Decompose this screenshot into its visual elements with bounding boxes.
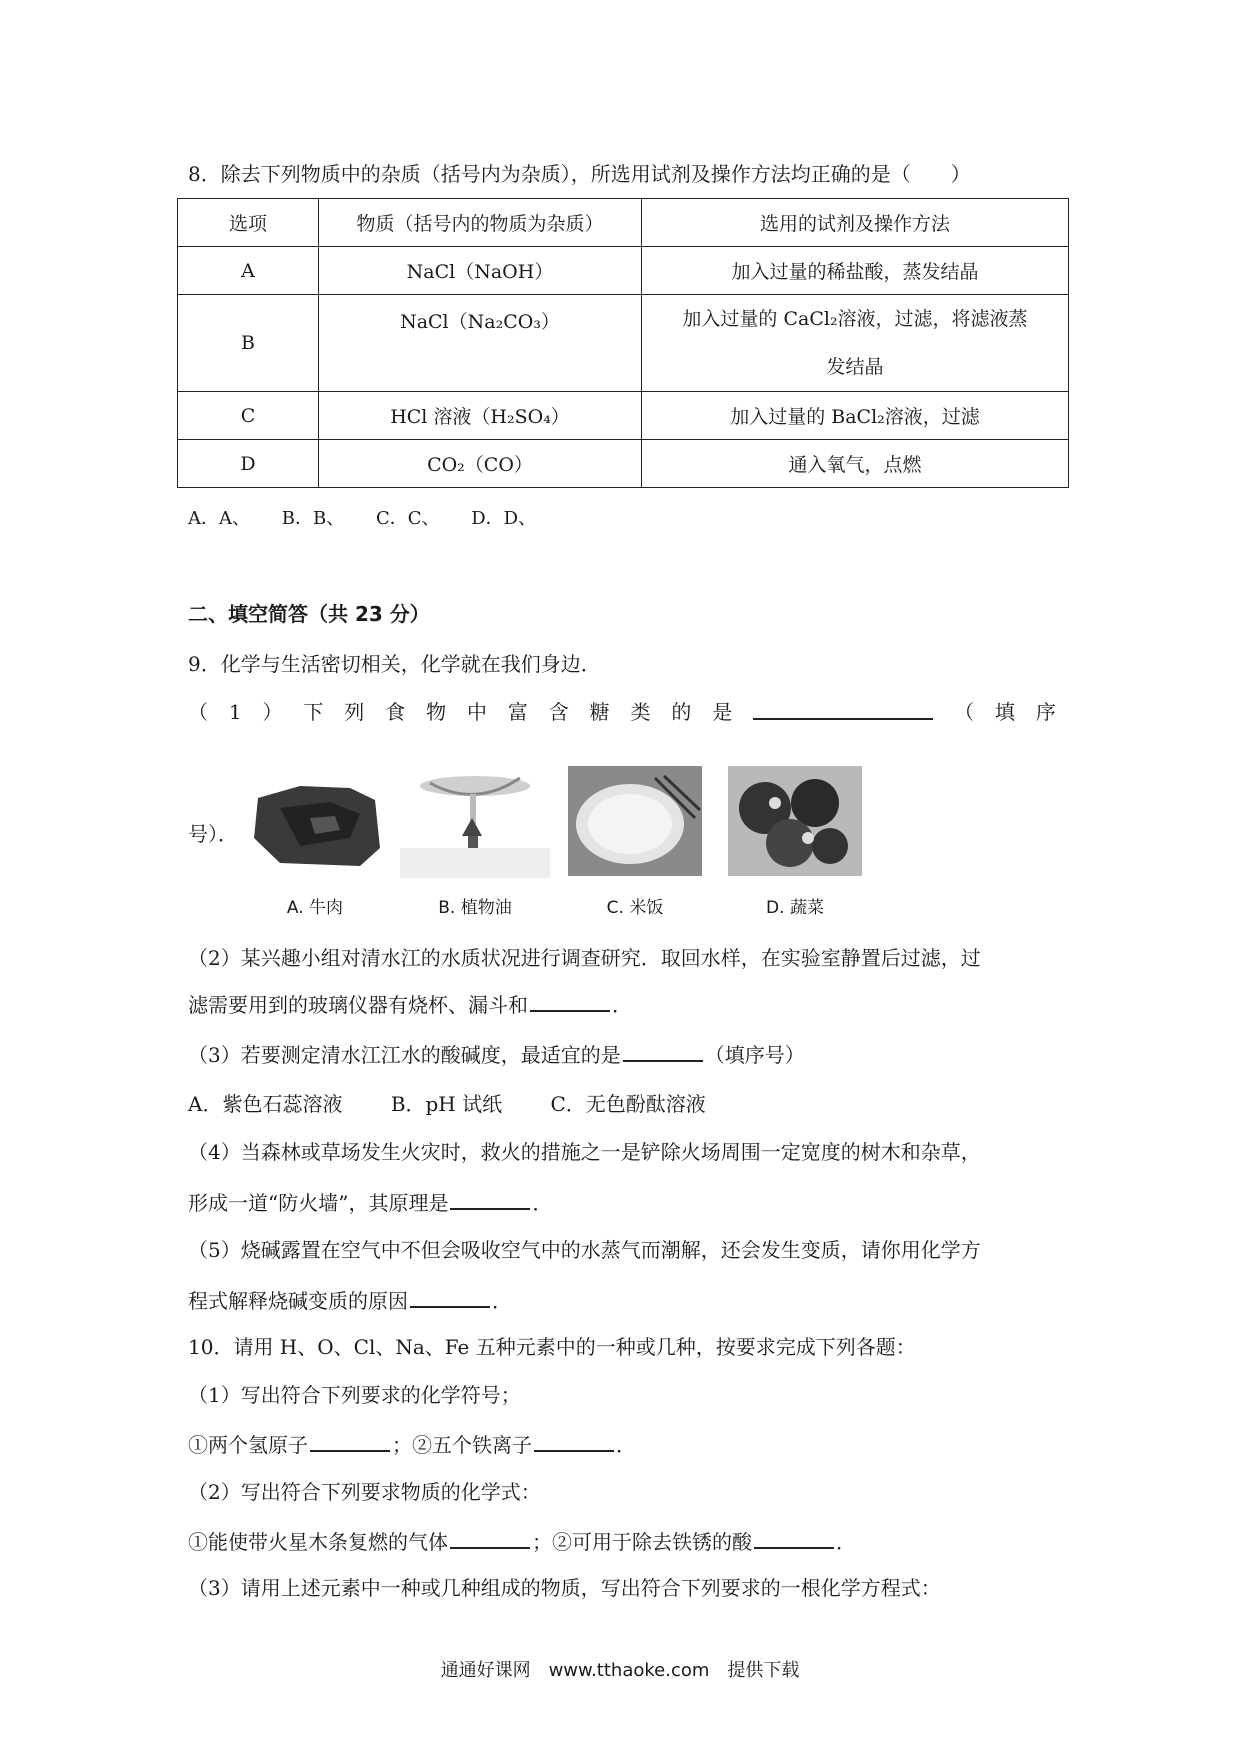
beef-icon — [240, 758, 390, 878]
method-line-1: 加入过量的 CaCl₂溶液，过滤，将滤液蒸 — [682, 308, 1028, 330]
food-vegetables — [720, 758, 870, 918]
method-cell: 通入氧气，点燃 — [642, 440, 1069, 488]
q9-char: 填 — [994, 700, 1015, 724]
substance-cell: HCl 溶液（H₂SO₄） — [319, 392, 642, 440]
food-label: B. 植物油 — [438, 898, 512, 918]
food-rice — [560, 758, 710, 918]
answer-choice-d: D．D、 — [471, 508, 537, 529]
q10-part1: （1）写出符合下列要求的化学符号； — [188, 1383, 521, 1407]
food-images — [240, 758, 880, 918]
food-beef — [240, 758, 390, 918]
answer-blank[interactable] — [410, 1286, 490, 1308]
table-header: 选项 — [178, 199, 319, 247]
food-label: D. 蔬菜 — [766, 898, 824, 918]
table-header: 选用的试剂及操作方法 — [642, 199, 1069, 247]
q9-part3-note: （填序号） — [704, 1043, 805, 1067]
table-header: 物质（括号内的物质为杂质） — [319, 199, 642, 247]
period: ． — [532, 1191, 553, 1215]
q9-char: （ — [954, 700, 975, 724]
q9-part2-line2 — [188, 990, 632, 1019]
vegetables-icon — [720, 758, 870, 878]
period: ． — [616, 1433, 636, 1457]
answer-choice-a: A．A、 — [188, 508, 250, 529]
option-letter: C — [178, 392, 319, 440]
q9-char: （ — [188, 700, 208, 724]
q9-part4-line2 — [188, 1188, 552, 1217]
substance-cell: CO₂（CO） — [319, 440, 642, 488]
q10-part1-text: ①两个氢原子 — [188, 1433, 308, 1457]
q10-part2: （2）写出符合下列要求物质的化学式： — [188, 1480, 541, 1504]
q9-part4-text: 形成一道“防火墙”，其原理是 — [188, 1191, 449, 1215]
q9-part4-line1: （4）当森林或草场发生火灾时，救火的措施之一是铲除火场周围一定宽度的树木和杂草， — [188, 1140, 981, 1164]
answer-blank[interactable] — [623, 1040, 703, 1062]
table-header-row — [178, 199, 1069, 247]
q9-char: 列 — [344, 700, 365, 724]
answer-blank[interactable] — [450, 1527, 530, 1549]
q8-options-table — [177, 198, 1069, 488]
option-a: A．紫色石蕊溶液 — [188, 1092, 343, 1116]
q9-part5-line1: （5）烧碱露置在空气中不但会吸收空气中的水蒸气而潮解，还会发生变质，请你用化学方 — [188, 1238, 981, 1262]
answer-choice-b: B．B、 — [281, 508, 345, 529]
period: ． — [836, 1530, 856, 1554]
q10-part2-text: ；②可用于除去铁锈的酸 — [532, 1530, 752, 1554]
option-letter: D — [178, 440, 319, 488]
q9-char: 含 — [548, 700, 569, 724]
table-row — [178, 440, 1069, 488]
q10-part2-text: ①能使带火星木条复燃的气体 — [188, 1530, 448, 1554]
answer-blank[interactable] — [310, 1430, 390, 1452]
oil-spoon-icon — [400, 758, 550, 878]
q10-part1-text: ；②五个铁离子 — [392, 1433, 532, 1457]
q9-char: 的 — [671, 700, 692, 724]
food-oil — [400, 758, 550, 918]
answer-blank[interactable] — [530, 990, 610, 1012]
food-label: A. 牛肉 — [286, 898, 344, 918]
q9-char: 序 — [1035, 700, 1056, 724]
q9-char: 是 — [712, 700, 733, 724]
method-cell — [642, 295, 1069, 392]
q9-part2-line1: （2）某兴趣小组对清水江的水质状况进行调查研究．取回水样，在实验室静置后过滤，过 — [188, 946, 981, 970]
substance-cell: NaCl（Na₂CO₃） — [319, 295, 642, 392]
table-row — [178, 295, 1069, 392]
q8-stem: 8．除去下列物质中的杂质（括号内为杂质），所选用试剂及操作方法均正确的是（ ） — [188, 162, 971, 186]
answer-blank[interactable] — [753, 698, 933, 720]
q9-char: 糖 — [589, 700, 610, 724]
q9-part5-line2 — [188, 1286, 512, 1315]
q9-char: 食 — [385, 700, 406, 724]
substance-cell: NaCl（NaOH） — [319, 247, 642, 295]
q9-part3-options — [188, 1090, 748, 1118]
method-cell: 加入过量的 BaCl₂溶液，过滤 — [642, 392, 1069, 440]
option-letter: A — [178, 247, 319, 295]
option-letter: B — [178, 295, 319, 392]
food-label: C. 米饭 — [606, 898, 664, 918]
q10-stem: 10．请用 H、O、Cl、Na、Fe 五种元素中的一种或几种，按要求完成下列各题： — [188, 1335, 916, 1359]
answer-blank[interactable] — [450, 1188, 530, 1210]
section-heading: 二、填空简答（共 23 分） — [188, 602, 430, 626]
answer-blank[interactable] — [534, 1430, 614, 1452]
period: ． — [492, 1289, 512, 1313]
q9-char: 物 — [426, 700, 447, 724]
answer-blank[interactable] — [754, 1527, 834, 1549]
answer-choice-c: C．C、 — [375, 508, 440, 529]
table-row — [178, 392, 1069, 440]
q10-part1-answers — [188, 1430, 636, 1459]
q9-char: 1 — [228, 700, 242, 724]
option-c: C．无色酚酞溶液 — [550, 1092, 706, 1116]
q8-answer-choices — [188, 505, 562, 533]
q9-part1-line — [188, 698, 1056, 726]
option-b: B．pH 试纸 — [390, 1092, 503, 1116]
q9-part1-end: 号）． — [188, 822, 238, 846]
period: ． — [612, 993, 632, 1017]
q10-part3: （3）请用上述元素中一种或几种组成的物质，写出符合下列要求的一根化学方程式： — [188, 1576, 941, 1600]
q9-char: 富 — [507, 700, 528, 724]
table-row — [178, 247, 1069, 295]
method-line-2: 发结晶 — [826, 356, 884, 378]
q9-part2-text: 滤需要用到的玻璃仪器有烧杯、漏斗和 — [188, 993, 528, 1017]
q9-char: 下 — [303, 700, 324, 724]
q9-char: 中 — [466, 700, 487, 724]
page-footer: 通通好课网 www.tthaoke.com 提供下载 — [440, 1660, 800, 1681]
q9-char: 类 — [630, 700, 651, 724]
q9-part3-text: （3）若要测定清水江江水的酸碱度，最适宜的是 — [188, 1043, 621, 1067]
q9-part5-text: 程式解释烧碱变质的原因 — [188, 1289, 408, 1313]
method-cell: 加入过量的稀盐酸，蒸发结晶 — [642, 247, 1069, 295]
rice-bowl-icon — [560, 758, 710, 878]
q10-part2-answers — [188, 1527, 856, 1556]
q9-stem: 9．化学与生活密切相关，化学就在我们身边． — [188, 652, 601, 676]
q9-char: ） — [262, 700, 283, 724]
q9-part3 — [188, 1040, 805, 1069]
